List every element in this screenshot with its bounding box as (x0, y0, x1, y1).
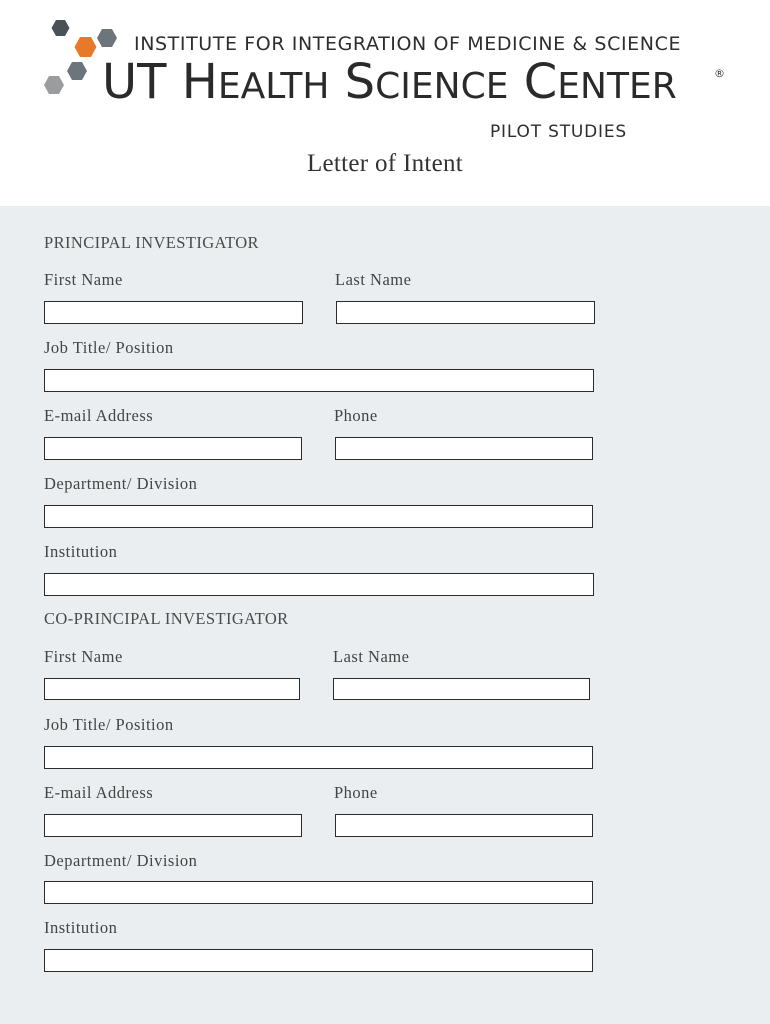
co-pi-institution-field[interactable] (44, 949, 593, 972)
pi-institution-field[interactable] (44, 573, 594, 596)
co-pi-first-name-label: First Name (44, 647, 123, 666)
co-pi-first-name-field[interactable] (44, 678, 300, 700)
pi-department-field[interactable] (44, 505, 593, 528)
logo-hex-light-left (44, 76, 64, 94)
co-pi-section-title: CO-PRINCIPAL INVESTIGATOR (44, 609, 289, 628)
logo-hex-orange (75, 37, 97, 57)
co-pi-last-name-field[interactable] (333, 678, 590, 700)
pi-last-name-field[interactable] (336, 301, 595, 324)
co-pi-phone-field[interactable] (335, 814, 593, 837)
pi-institution-label: Institution (44, 542, 118, 561)
pi-department-label: Department/ Division (44, 474, 198, 493)
pi-section-title: PRINCIPAL INVESTIGATOR (44, 233, 259, 252)
pi-email-field[interactable] (44, 437, 302, 460)
co-pi-email-label: E-mail Address (44, 783, 154, 802)
pi-phone-field[interactable] (335, 437, 593, 460)
pi-email-label: E-mail Address (44, 406, 154, 425)
co-pi-department-label: Department/ Division (44, 851, 198, 870)
co-pi-last-name-label: Last Name (333, 647, 410, 666)
pi-phone-label: Phone (334, 406, 378, 425)
pi-last-name-label: Last Name (335, 270, 412, 289)
logo-hex-dark-top (52, 20, 70, 36)
logo-hex-mid-right (97, 29, 117, 47)
co-pi-phone-label: Phone (334, 783, 378, 802)
program-name: PILOT STUDIES (490, 122, 627, 142)
registered-mark: ® (714, 67, 725, 80)
brand-name: UT HEALTH SCIENCE CENTER (102, 54, 677, 110)
co-pi-job-title-label: Job Title/ Position (44, 715, 174, 734)
pi-job-title-field[interactable] (44, 369, 594, 392)
document-title: Letter of Intent (306, 150, 464, 177)
co-pi-email-field[interactable] (44, 814, 302, 837)
institute-name: INSTITUTE FOR INTEGRATION OF MEDICINE & SCIENCE (134, 33, 682, 55)
pi-first-name-label: First Name (44, 270, 123, 289)
co-pi-department-field[interactable] (44, 881, 593, 904)
co-pi-institution-label: Institution (44, 918, 118, 937)
pi-job-title-label: Job Title/ Position (44, 338, 174, 357)
pi-first-name-field[interactable] (44, 301, 303, 324)
co-pi-job-title-field[interactable] (44, 746, 593, 769)
logo-hex-mid-center (67, 62, 87, 80)
letterhead (0, 0, 770, 206)
